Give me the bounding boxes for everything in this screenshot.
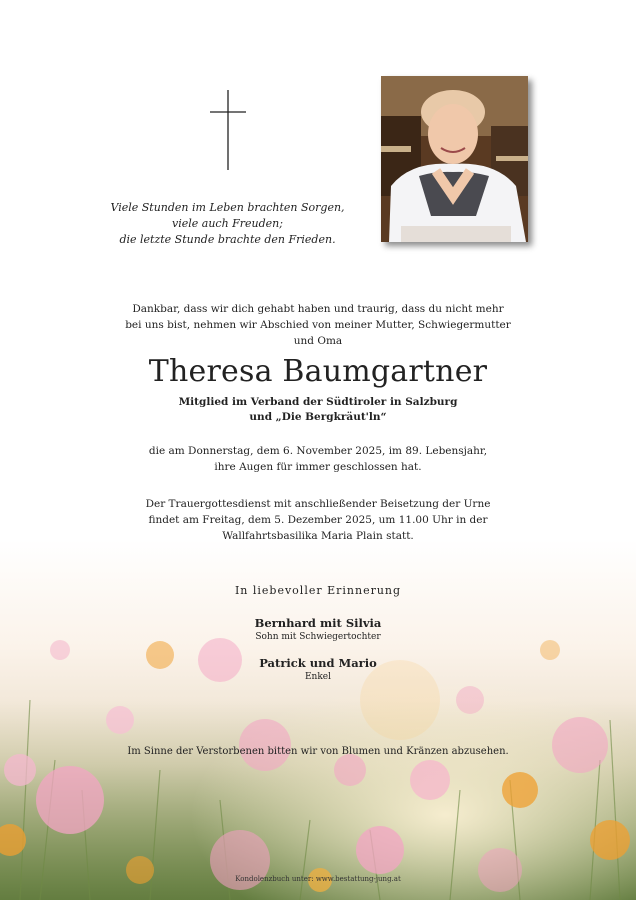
memory-heading: In liebevoller Erinnerung xyxy=(234,584,402,597)
membership-text xyxy=(100,395,536,425)
verse-line: viele auch Freuden; xyxy=(172,217,283,230)
membership-line: und „Die Bergkräut'ln“ xyxy=(249,411,387,423)
flowers-wish: Im Sinne der Verstorbenen bitten wir von Blumen und Kränzen abzusehen. xyxy=(127,746,509,757)
service-line: Der Trauergottesdienst mit anschließender Beisetzung der Urne xyxy=(145,498,491,510)
condolence-footer: Kondolenzbuch unter: www.bestattung-jung.at xyxy=(235,875,401,883)
mourner-relation: Sohn mit Schwiegertochter xyxy=(255,632,381,642)
mourner-entry xyxy=(120,655,516,684)
service-notice xyxy=(110,496,526,544)
service-line: Wallfahrtsbasilika Maria Plain statt. xyxy=(222,530,414,542)
mourner-names: Patrick und Mario xyxy=(259,656,377,670)
cross-icon xyxy=(209,90,247,170)
deceased-name: Theresa Baumgartner xyxy=(148,354,488,389)
intro-line: Dankbar, dass wir dich gehabt haben und traurig, dass du nicht mehr xyxy=(132,303,504,315)
verse-line: Viele Stunden im Leben brachten Sorgen, xyxy=(110,201,345,214)
mourner-names: Bernhard mit Silvia xyxy=(254,616,382,630)
death-notice xyxy=(110,443,526,475)
portrait-photo xyxy=(381,76,528,242)
death-line: ihre Augen für immer geschlossen hat. xyxy=(214,461,422,473)
intro-text xyxy=(120,301,516,349)
memorial-verse xyxy=(110,200,345,248)
mourner-relation: Enkel xyxy=(304,672,332,682)
membership-line: Mitglied im Verband der Südtiroler in Salzburg xyxy=(178,396,458,408)
service-line: findet am Freitag, dem 5. Dezember 2025, um 11.00 Uhr in der xyxy=(148,514,488,526)
verse-line: die letzte Stunde brachte den Frieden. xyxy=(119,233,336,246)
intro-line: und Oma xyxy=(293,335,343,347)
intro-line: bei uns bist, nehmen wir Abschied von meiner Mutter, Schwiegermutter xyxy=(125,319,511,331)
mourner-entry xyxy=(120,615,516,644)
death-line: die am Donnerstag, dem 6. November 2025, im 89. Lebensjahr, xyxy=(148,445,488,457)
